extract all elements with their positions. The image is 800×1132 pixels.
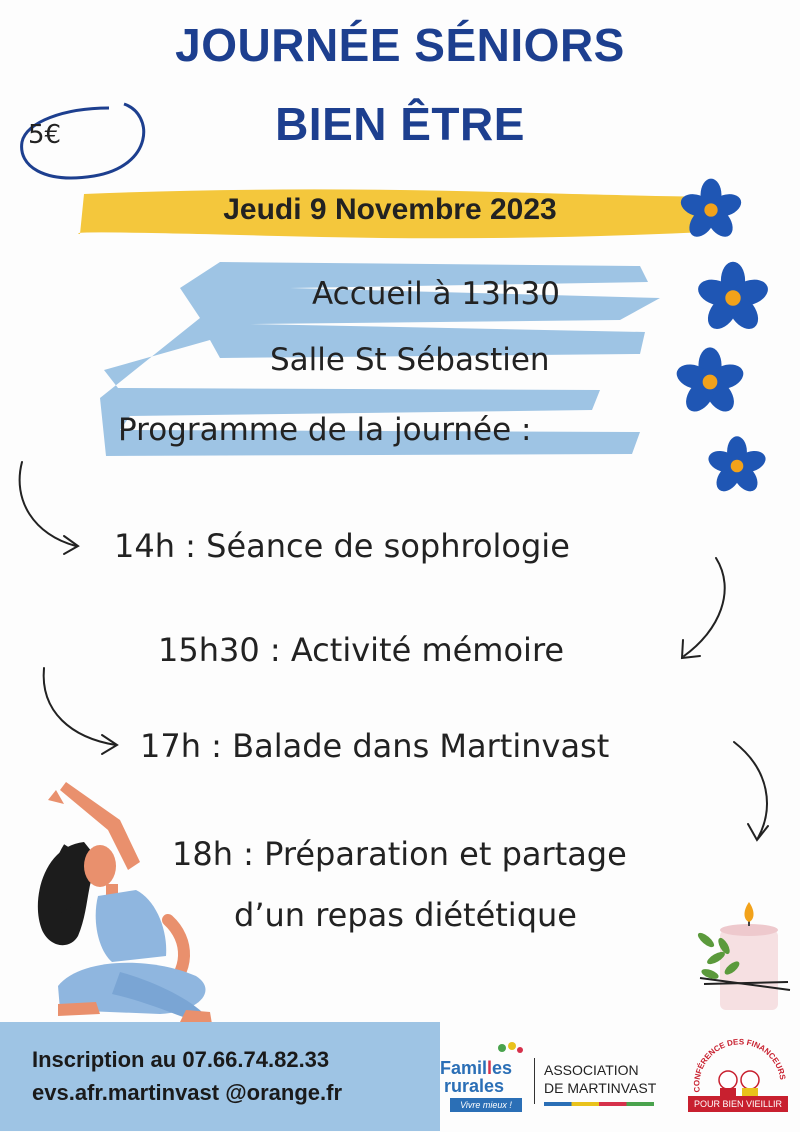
program-heading: Programme de la journée : [118, 412, 532, 448]
familles-logo-accent: l [487, 1058, 493, 1078]
event-date: Jeudi 9 Novembre 2023 [223, 193, 557, 226]
welcome-time: Accueil à 13h30 [312, 276, 560, 312]
venue-name: Salle St Sébastien [270, 342, 550, 378]
schedule-item-walk: 17h : Balade dans Martinvast [140, 727, 610, 765]
schedule-item-meal-line-1: 18h : Préparation et partage [172, 835, 627, 873]
familles-logo-word-2: rurales [444, 1076, 505, 1096]
association-name-line-2: DE MARTINVAST [544, 1080, 657, 1096]
conference-logo-graphic-icon [688, 1030, 792, 1128]
familles-logo-tagline: Vivre mieux ! [450, 1098, 522, 1112]
conference-logo-arc-text: CONFÉRENCE DES FINANCEURS [692, 1037, 788, 1093]
conference-financeurs-logo [688, 1030, 792, 1128]
schedule-item-meal-line-2: d’un repas diététique [234, 896, 577, 934]
familles-logo-word-part-1: Famil [440, 1058, 488, 1078]
contact-band [0, 1022, 440, 1131]
association-name-line-1: ASSOCIATION [544, 1062, 639, 1078]
familles-rurales-logo [440, 1040, 530, 1112]
association-color-bar [544, 1102, 654, 1106]
logo-divider [534, 1058, 535, 1104]
title-line-1: JOURNÉE SÉNIORS [175, 19, 625, 71]
schedule-item-sophrology: 14h : Séance de sophrologie [114, 527, 570, 565]
familles-logo-word-part-2: es [492, 1058, 513, 1078]
conference-logo-banner: POUR BIEN VIEILLIR [688, 1096, 788, 1112]
price-label: 5€ [28, 120, 62, 150]
svg-text:CONFÉRENCE DES FINANCEURS [692, 1037, 787, 1092]
familles-logo-figure-icon [494, 1040, 524, 1060]
schedule-item-memory: 15h30 : Activité mémoire [158, 631, 565, 669]
title-line-2: BIEN ÊTRE [275, 98, 525, 150]
registration-phone: Inscription au 07.66.74.82.33 [32, 1047, 330, 1072]
contact-email: evs.afr.martinvast @orange.fr [32, 1080, 343, 1105]
